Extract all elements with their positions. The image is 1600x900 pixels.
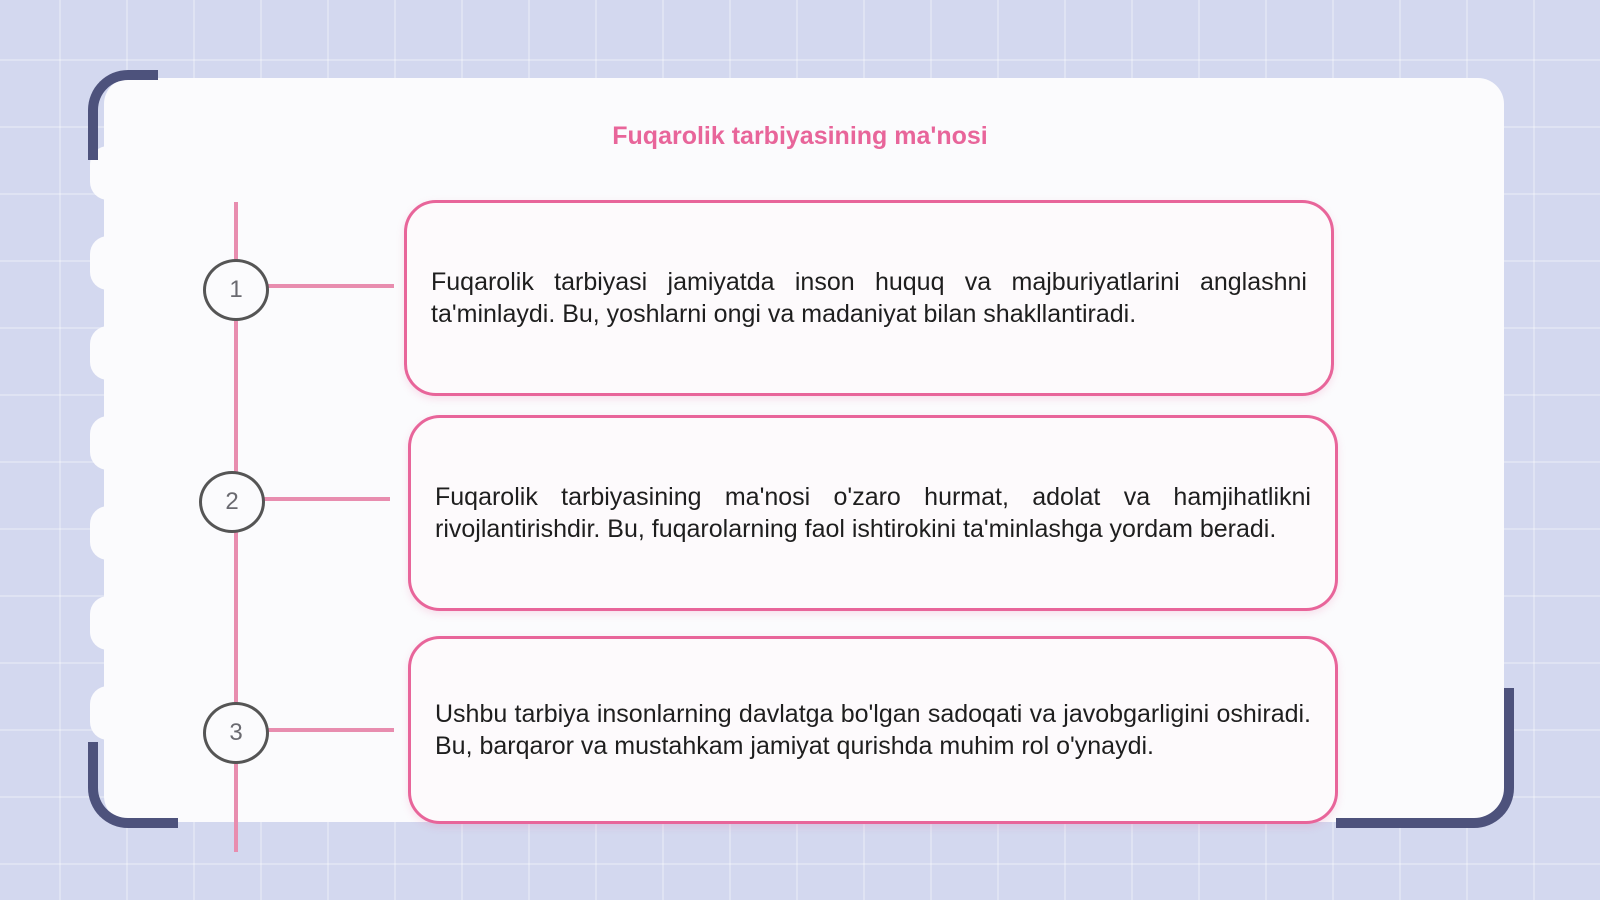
timeline-connector-1	[266, 284, 394, 288]
content-card-1	[404, 200, 1334, 396]
step-number-1: 1	[203, 259, 269, 321]
step-number-2: 2	[199, 471, 265, 533]
notebook-ring	[90, 416, 126, 470]
content-card-3	[408, 636, 1338, 824]
card-text-2: Fuqarolik tarbiyasining ma'nosi o'zaro hurmat, adolat va hamjihatlikni rivojlantirishdir. Bu, fuqarolarning faol ishtirokini ta'minlashga yordam beradi.	[435, 483, 1311, 543]
content-card-2	[408, 415, 1338, 611]
notebook-ring	[90, 506, 126, 560]
slide-title: Fuqarolik tarbiyasining ma'nosi	[612, 122, 988, 150]
timeline-connector-2	[262, 497, 390, 501]
notebook-ring	[90, 236, 126, 290]
card-text-3: Ushbu tarbiya insonlarning davlatga bo'lgan sadoqati va javobgarligini oshiradi. Bu, barqaror va mustahkam jamiyat qurishda muhim rol o'ynaydi.	[435, 700, 1311, 760]
frame-corner-bottom-right	[1336, 688, 1514, 828]
timeline-connector-3	[266, 728, 394, 732]
frame-corner-top-left	[88, 70, 158, 160]
step-number-3: 3	[203, 702, 269, 764]
notebook-ring	[90, 326, 126, 380]
notebook-ring	[90, 596, 126, 650]
card-text-1: Fuqarolik tarbiyasi jamiyatda inson huquq va majburiyatlarini anglashni ta'minlaydi. Bu, yoshlarni ongi va madaniyat bilan shakllantiradi.	[431, 268, 1307, 328]
frame-corner-bottom-left	[88, 742, 178, 828]
notebook-ring	[90, 686, 126, 740]
